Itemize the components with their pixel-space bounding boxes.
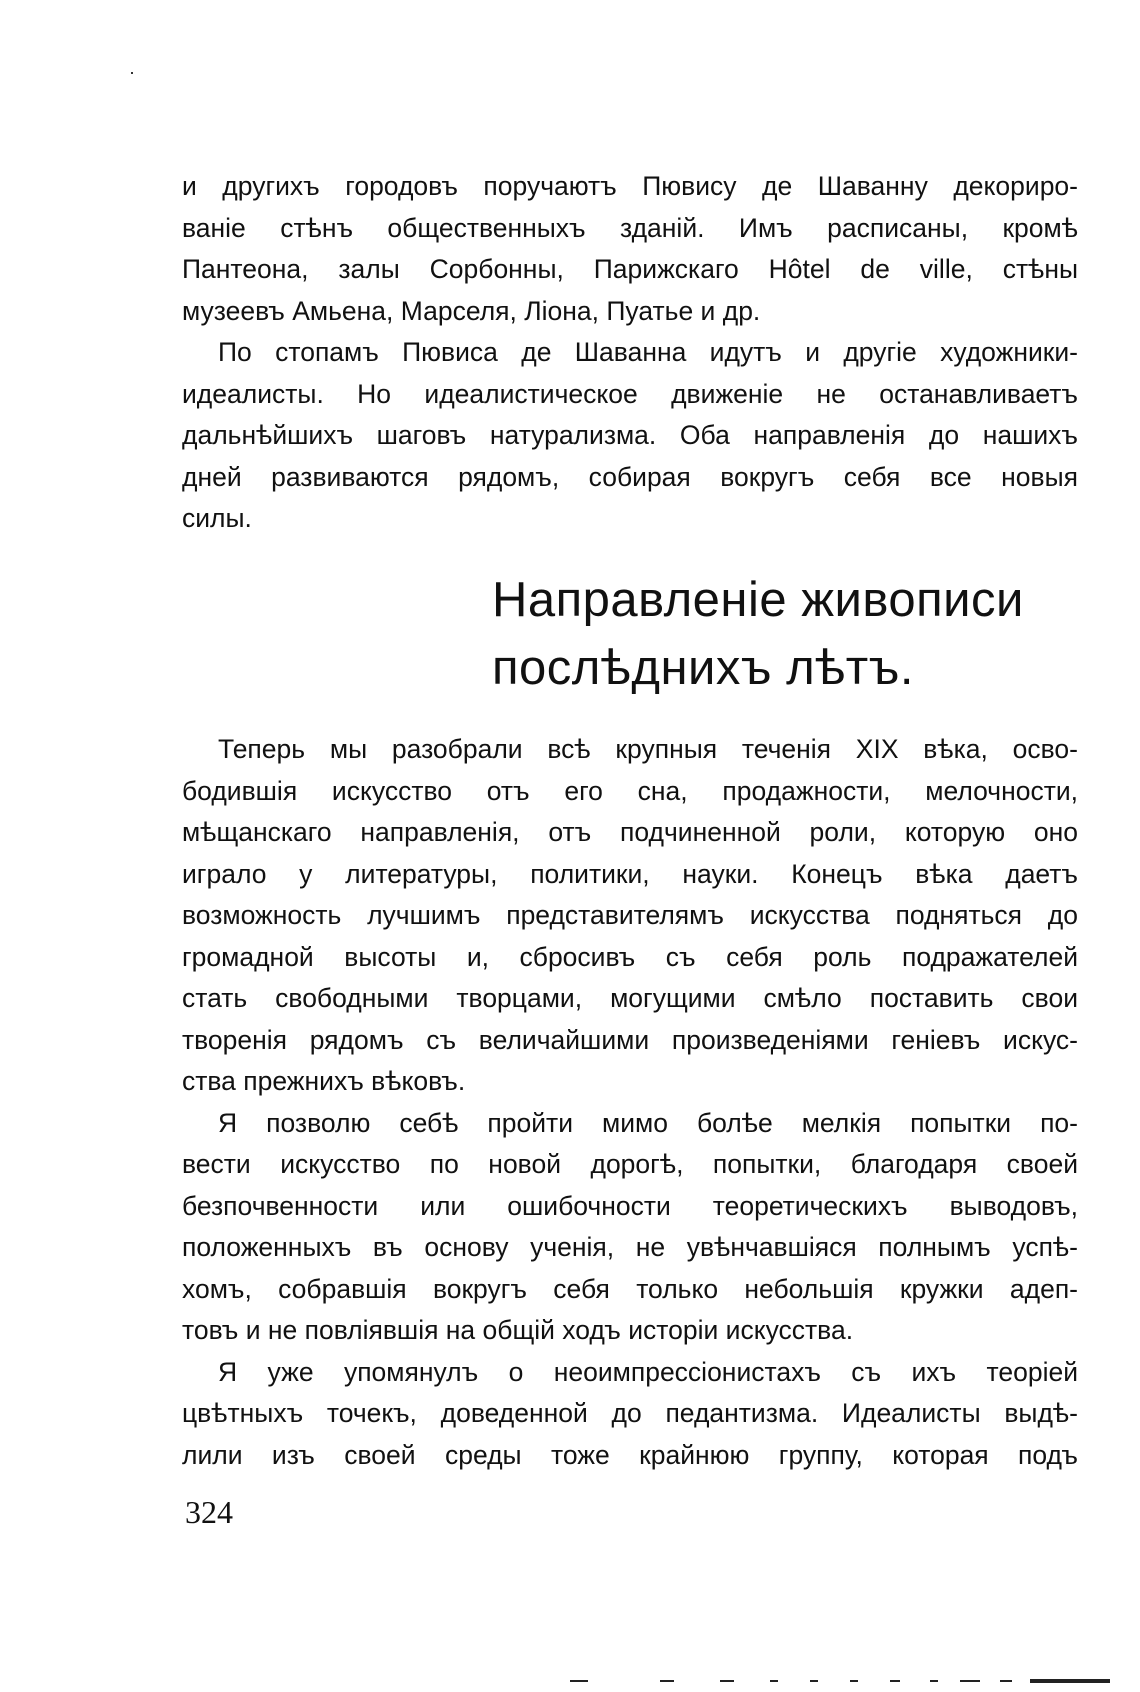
- scan-edge-mark: [1030, 1679, 1110, 1683]
- paragraph-3: [182, 729, 1078, 1103]
- scan-edge-mark: [960, 1680, 980, 1682]
- text-line: товъ и не повліявшія на общій ходъ исторіи искусства.: [182, 1315, 854, 1345]
- heading-line-2: послѣднихъ лѣтъ.: [492, 641, 914, 695]
- text-line: музеевъ Амьена, Марселя, Ліона, Пуатье и др.: [182, 295, 761, 326]
- scan-edge-mark: [890, 1680, 900, 1682]
- paragraph-1: [182, 166, 1078, 332]
- text-line: Теперь мы разобрали всѣ крупныя теченія XIX вѣка, осво-: [218, 734, 1078, 764]
- text-line: цвѣтныхъ точекъ, доведенной до педантизма. Идеалисты выдѣ-: [182, 1398, 1078, 1428]
- scan-edge-mark: [720, 1680, 734, 1682]
- paragraph-2: [182, 332, 1078, 540]
- text-line: ства прежнихъ вѣковъ.: [182, 1066, 466, 1096]
- text-line: мѣщанскаго направленія, отъ подчиненной роли, которую оно: [182, 817, 1078, 847]
- text-line: безпочвенности или ошибочности теоретическихъ выводовъ,: [182, 1190, 1078, 1221]
- text-line: возможность лучшимъ представителямъ искусства подняться до: [182, 900, 1078, 930]
- text-line: идеалисты. Но идеалистическое движеніе не останавливаетъ: [182, 378, 1078, 409]
- text-line: и другихъ городовъ поручаютъ Пювису де Шаванну декориро-: [182, 171, 1078, 201]
- text-line: Я позволю себѣ пройти мимо болѣе мелкія попытки по-: [218, 1107, 1078, 1138]
- scan-edge-mark: [1000, 1680, 1012, 1682]
- text-line: ваніе стѣнъ общественныхъ зданій. Имъ расписаны, кромѣ: [182, 212, 1078, 243]
- scan-edge-mark: [770, 1680, 778, 1682]
- text-line: дальнѣйшихъ шаговъ натурализма. Оба направленія до нашихъ: [182, 420, 1078, 450]
- text-line: Я уже упомянулъ о неоимпрессіонистахъ съ ихъ теоріей: [218, 1356, 1078, 1387]
- page-number: 324: [185, 1494, 233, 1530]
- text-line: играло у литературы, политики, науки. Конецъ вѣка даетъ: [182, 858, 1078, 889]
- text-line: громадной высоты и, сбросивъ съ себя роль подражателей: [182, 941, 1078, 972]
- text-line: дней развиваются рядомъ, собирая вокругъ себя все новыя: [182, 461, 1078, 492]
- text-line: бодившія искусство отъ его сна, продажности, мелочности,: [182, 775, 1078, 806]
- scan-edge-mark: [850, 1680, 858, 1682]
- text-line: хомъ, собравшія вокругъ себя только небольшія кружки адеп-: [182, 1273, 1078, 1304]
- scan-speck: [131, 72, 133, 74]
- scan-edge-mark: [660, 1680, 674, 1682]
- text-line: стать свободными творцами, могущими смѣло поставить свои: [182, 983, 1078, 1013]
- text-line: По стопамъ Пювиса де Шаванна идутъ и другіе художники-: [218, 337, 1078, 367]
- text-block-bottom: [182, 729, 1078, 1476]
- text-line: вести искусство по новой дорогѣ, попытки, благодаря своей: [182, 1149, 1078, 1179]
- heading-line-1: Направленіе живописи: [492, 573, 1024, 627]
- section-heading: [492, 566, 1052, 702]
- scan-edge-mark: [810, 1680, 818, 1682]
- scan-edge-mark: [570, 1680, 588, 1682]
- paragraph-4: [182, 1103, 1078, 1352]
- text-line: творенія рядомъ съ величайшими произведеніями геніевъ искус-: [182, 1024, 1078, 1055]
- text-line: Пантеона, залы Сорбонны, Парижскаго Hôtel de ville, стѣны: [182, 254, 1078, 284]
- text-line: положенныхъ въ основу ученія, не увѣнчавшіяся полнымъ успѣ-: [182, 1232, 1078, 1262]
- paragraph-5: [182, 1352, 1078, 1477]
- text-line: силы.: [182, 503, 252, 533]
- text-block-top: [182, 166, 1078, 540]
- text-line: лили изъ своей среды тоже крайнюю группу, которая подъ: [182, 1439, 1078, 1470]
- scan-edge-mark: [930, 1680, 938, 1682]
